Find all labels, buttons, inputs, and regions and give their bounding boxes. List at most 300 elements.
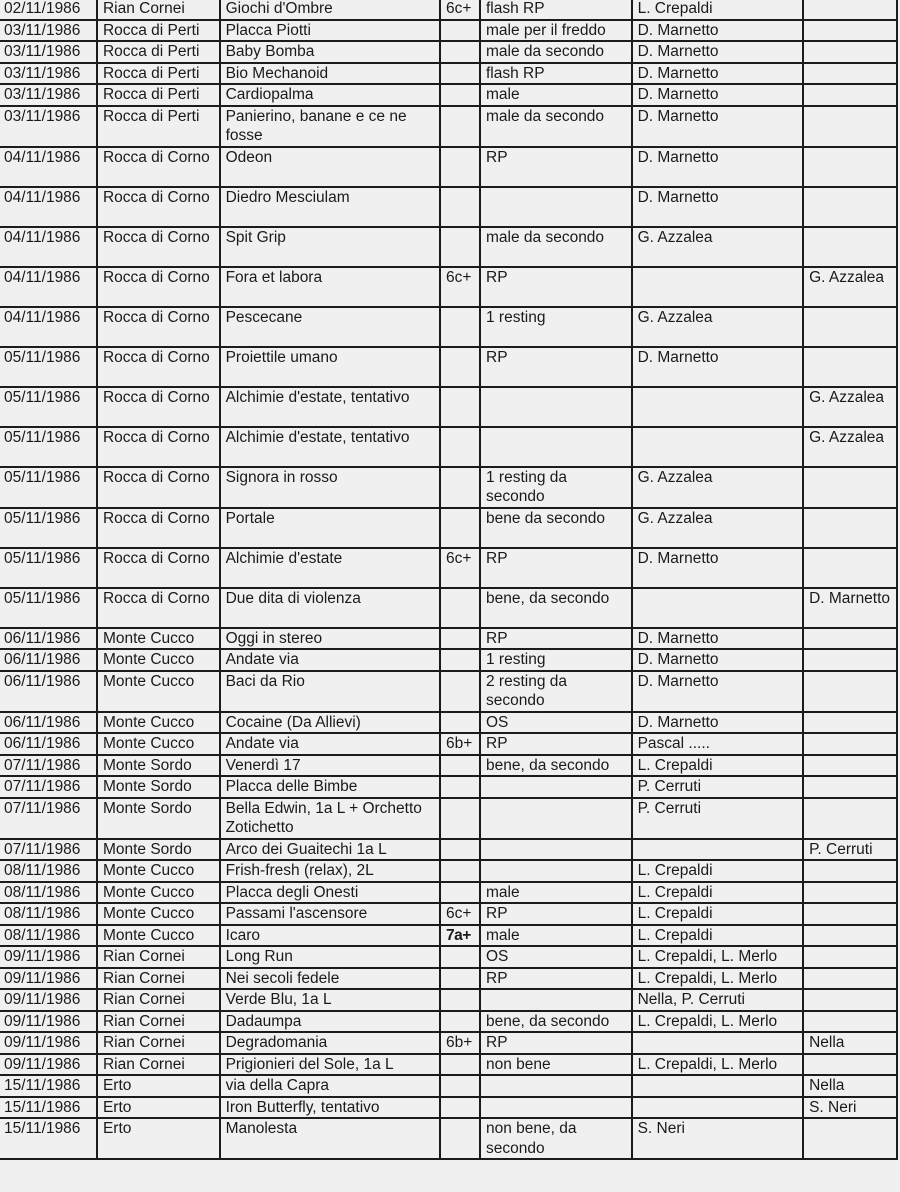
- belayer-cell: [803, 882, 897, 904]
- partner-cell: L. Crepaldi: [632, 925, 803, 947]
- date-cell: 05/11/1986: [0, 467, 97, 508]
- route-cell: Andate via: [220, 733, 440, 755]
- crag-cell: Monte Cucco: [97, 628, 220, 650]
- crag-cell: Rocca di Perti: [97, 41, 220, 63]
- ascent-style-cell: RP: [480, 733, 632, 755]
- grade-cell: [440, 755, 480, 777]
- date-cell: 08/11/1986: [0, 882, 97, 904]
- table-row: [0, 649, 897, 671]
- route-cell: Giochi d'Ombre: [220, 0, 440, 20]
- crag-cell: Monte Cucco: [97, 925, 220, 947]
- grade-cell: [440, 1075, 480, 1097]
- belayer-cell: [803, 798, 897, 839]
- table-row: [0, 227, 897, 267]
- crag-cell: Rian Cornei: [97, 1011, 220, 1033]
- route-cell: Placca degli Onesti: [220, 882, 440, 904]
- date-cell: 03/11/1986: [0, 106, 97, 147]
- route-cell: Diedro Mesciulam: [220, 187, 440, 227]
- ascent-style-cell: 2 resting da secondo: [480, 671, 632, 712]
- table-row: [0, 20, 897, 42]
- route-cell: Odeon: [220, 147, 440, 187]
- ascent-style-cell: male: [480, 882, 632, 904]
- route-cell: Alchimie d'estate, tentativo: [220, 387, 440, 427]
- ascent-style-cell: flash RP: [480, 0, 632, 20]
- route-cell: Iron Butterfly, tentativo: [220, 1097, 440, 1119]
- route-cell: Bio Mechanoid: [220, 63, 440, 85]
- grade-cell: [440, 387, 480, 427]
- grade-cell: [440, 1118, 480, 1159]
- partner-cell: G. Azzalea: [632, 227, 803, 267]
- belayer-cell: [803, 106, 897, 147]
- ascent-style-cell: RP: [480, 147, 632, 187]
- table-row: [0, 628, 897, 650]
- route-cell: Dadaumpa: [220, 1011, 440, 1033]
- partner-cell: L. Crepaldi: [632, 882, 803, 904]
- date-cell: 09/11/1986: [0, 989, 97, 1011]
- date-cell: 05/11/1986: [0, 508, 97, 548]
- crag-cell: Monte Cucco: [97, 882, 220, 904]
- route-cell: Portale: [220, 508, 440, 548]
- ascent-style-cell: RP: [480, 548, 632, 588]
- crag-cell: Rocca di Perti: [97, 20, 220, 42]
- route-cell: Placca delle Bimbe: [220, 776, 440, 798]
- ascent-style-cell: flash RP: [480, 63, 632, 85]
- ascent-style-cell: male per il freddo: [480, 20, 632, 42]
- table-row: [0, 968, 897, 990]
- date-cell: 07/11/1986: [0, 798, 97, 839]
- ascent-style-cell: male: [480, 925, 632, 947]
- partner-cell: [632, 1032, 803, 1054]
- belayer-cell: [803, 63, 897, 85]
- partner-cell: D. Marnetto: [632, 671, 803, 712]
- date-cell: 04/11/1986: [0, 147, 97, 187]
- ascent-style-cell: RP: [480, 347, 632, 387]
- grade-cell: 7a+: [440, 925, 480, 947]
- crag-cell: Rian Cornei: [97, 968, 220, 990]
- partner-cell: L. Crepaldi, L. Merlo: [632, 946, 803, 968]
- table-row: [0, 467, 897, 508]
- crag-cell: Rocca di Corno: [97, 147, 220, 187]
- belayer-cell: [803, 227, 897, 267]
- date-cell: 06/11/1986: [0, 671, 97, 712]
- grade-cell: [440, 968, 480, 990]
- ascent-style-cell: male da secondo: [480, 106, 632, 147]
- date-cell: 02/11/1986: [0, 0, 97, 20]
- belayer-cell: [803, 147, 897, 187]
- route-cell: Icaro: [220, 925, 440, 947]
- belayer-cell: Nella: [803, 1032, 897, 1054]
- grade-cell: 6c+: [440, 903, 480, 925]
- route-cell: Spit Grip: [220, 227, 440, 267]
- grade-cell: [440, 649, 480, 671]
- table-row: [0, 63, 897, 85]
- partner-cell: [632, 588, 803, 628]
- belayer-cell: [803, 712, 897, 734]
- crag-cell: Rocca di Corno: [97, 387, 220, 427]
- ascent-style-cell: bene, da secondo: [480, 755, 632, 777]
- table-row: [0, 839, 897, 861]
- partner-cell: D. Marnetto: [632, 347, 803, 387]
- partner-cell: D. Marnetto: [632, 187, 803, 227]
- partner-cell: P. Cerruti: [632, 798, 803, 839]
- belayer-cell: [803, 187, 897, 227]
- partner-cell: L. Crepaldi: [632, 860, 803, 882]
- ascent-style-cell: 1 resting: [480, 307, 632, 347]
- crag-cell: Rocca di Corno: [97, 467, 220, 508]
- date-cell: 06/11/1986: [0, 733, 97, 755]
- date-cell: 08/11/1986: [0, 903, 97, 925]
- route-cell: Manolesta: [220, 1118, 440, 1159]
- crag-cell: Rocca di Perti: [97, 106, 220, 147]
- ascent-style-cell: RP: [480, 968, 632, 990]
- crag-cell: Rocca di Corno: [97, 548, 220, 588]
- route-cell: Passami l'ascensore: [220, 903, 440, 925]
- crag-cell: Monte Sordo: [97, 798, 220, 839]
- table-row: [0, 776, 897, 798]
- route-cell: Proiettile umano: [220, 347, 440, 387]
- date-cell: 07/11/1986: [0, 839, 97, 861]
- partner-cell: [632, 1097, 803, 1119]
- route-cell: Pescecane: [220, 307, 440, 347]
- table-row: [0, 671, 897, 712]
- crag-cell: Monte Sordo: [97, 776, 220, 798]
- date-cell: 09/11/1986: [0, 968, 97, 990]
- ascent-style-cell: RP: [480, 903, 632, 925]
- date-cell: 07/11/1986: [0, 776, 97, 798]
- belayer-cell: P. Cerruti: [803, 839, 897, 861]
- partner-cell: D. Marnetto: [632, 20, 803, 42]
- grade-cell: [440, 860, 480, 882]
- partner-cell: D. Marnetto: [632, 649, 803, 671]
- date-cell: 04/11/1986: [0, 227, 97, 267]
- ascent-style-cell: [480, 989, 632, 1011]
- grade-cell: [440, 839, 480, 861]
- route-cell: Long Run: [220, 946, 440, 968]
- route-cell: Frish-fresh (relax), 2L: [220, 860, 440, 882]
- table-row: [0, 84, 897, 106]
- route-cell: Alchimie d'estate: [220, 548, 440, 588]
- date-cell: 09/11/1986: [0, 1054, 97, 1076]
- ascent-style-cell: RP: [480, 267, 632, 307]
- grade-cell: 6c+: [440, 0, 480, 20]
- grade-cell: [440, 1097, 480, 1119]
- route-cell: Cardiopalma: [220, 84, 440, 106]
- belayer-cell: G. Azzalea: [803, 387, 897, 427]
- partner-cell: G. Azzalea: [632, 508, 803, 548]
- crag-cell: Rian Cornei: [97, 0, 220, 20]
- grade-cell: [440, 227, 480, 267]
- ascent-style-cell: OS: [480, 946, 632, 968]
- date-cell: 08/11/1986: [0, 860, 97, 882]
- grade-cell: [440, 106, 480, 147]
- crag-cell: Monte Sordo: [97, 839, 220, 861]
- grade-cell: [440, 946, 480, 968]
- crag-cell: Rian Cornei: [97, 946, 220, 968]
- crag-cell: Erto: [97, 1075, 220, 1097]
- table-row: [0, 307, 897, 347]
- date-cell: 06/11/1986: [0, 712, 97, 734]
- belayer-cell: [803, 755, 897, 777]
- partner-cell: D. Marnetto: [632, 548, 803, 588]
- belayer-cell: G. Azzalea: [803, 267, 897, 307]
- grade-cell: [440, 347, 480, 387]
- crag-cell: Rian Cornei: [97, 989, 220, 1011]
- belayer-cell: [803, 1054, 897, 1076]
- ascent-style-cell: [480, 1097, 632, 1119]
- partner-cell: S. Neri: [632, 1118, 803, 1159]
- crag-cell: Rocca di Corno: [97, 227, 220, 267]
- belayer-cell: G. Azzalea: [803, 427, 897, 467]
- grade-cell: [440, 307, 480, 347]
- belayer-cell: [803, 307, 897, 347]
- table-row: [0, 946, 897, 968]
- belayer-cell: [803, 1118, 897, 1159]
- partner-cell: P. Cerruti: [632, 776, 803, 798]
- ascent-style-cell: 1 resting: [480, 649, 632, 671]
- crag-cell: Rocca di Perti: [97, 84, 220, 106]
- grade-cell: [440, 882, 480, 904]
- crag-cell: Rocca di Corno: [97, 307, 220, 347]
- date-cell: 03/11/1986: [0, 41, 97, 63]
- belayer-cell: [803, 946, 897, 968]
- crag-cell: Monte Cucco: [97, 733, 220, 755]
- date-cell: 05/11/1986: [0, 427, 97, 467]
- crag-cell: Rocca di Corno: [97, 427, 220, 467]
- partner-cell: D. Marnetto: [632, 41, 803, 63]
- grade-cell: [440, 776, 480, 798]
- belayer-cell: [803, 20, 897, 42]
- grade-cell: 6b+: [440, 733, 480, 755]
- route-cell: Panierino, banane e ce ne fosse: [220, 106, 440, 147]
- partner-cell: [632, 387, 803, 427]
- crag-cell: Rocca di Corno: [97, 267, 220, 307]
- date-cell: 03/11/1986: [0, 63, 97, 85]
- ascent-style-cell: [480, 1075, 632, 1097]
- partner-cell: D. Marnetto: [632, 628, 803, 650]
- crag-cell: Rian Cornei: [97, 1054, 220, 1076]
- belayer-cell: [803, 41, 897, 63]
- table-row: [0, 882, 897, 904]
- date-cell: 04/11/1986: [0, 267, 97, 307]
- grade-cell: [440, 63, 480, 85]
- ascent-style-cell: [480, 860, 632, 882]
- partner-cell: [632, 1075, 803, 1097]
- crag-cell: Erto: [97, 1118, 220, 1159]
- ascent-style-cell: male da secondo: [480, 227, 632, 267]
- table-row: [0, 1118, 897, 1159]
- route-cell: Bella Edwin, 1a L + Orchetto Zotichetto: [220, 798, 440, 839]
- belayer-cell: S. Neri: [803, 1097, 897, 1119]
- date-cell: 03/11/1986: [0, 20, 97, 42]
- grade-cell: [440, 41, 480, 63]
- table-row: [0, 712, 897, 734]
- belayer-cell: [803, 776, 897, 798]
- crag-cell: Rocca di Corno: [97, 347, 220, 387]
- ascent-style-cell: bene, da secondo: [480, 1011, 632, 1033]
- belayer-cell: [803, 925, 897, 947]
- route-cell: Andate via: [220, 649, 440, 671]
- partner-cell: [632, 839, 803, 861]
- partner-cell: L. Crepaldi: [632, 0, 803, 20]
- date-cell: 05/11/1986: [0, 548, 97, 588]
- route-cell: Alchimie d'estate, tentativo: [220, 427, 440, 467]
- route-cell: via della Capra: [220, 1075, 440, 1097]
- date-cell: 15/11/1986: [0, 1075, 97, 1097]
- grade-cell: [440, 508, 480, 548]
- date-cell: 08/11/1986: [0, 925, 97, 947]
- table-row: [0, 187, 897, 227]
- crag-cell: Rocca di Perti: [97, 63, 220, 85]
- belayer-cell: [803, 1011, 897, 1033]
- partner-cell: G. Azzalea: [632, 467, 803, 508]
- table-row: [0, 267, 897, 307]
- route-cell: Cocaine (Da Allievi): [220, 712, 440, 734]
- belayer-cell: [803, 733, 897, 755]
- belayer-cell: [803, 347, 897, 387]
- table-row: [0, 733, 897, 755]
- route-cell: Oggi in stereo: [220, 628, 440, 650]
- route-cell: Baci da Rio: [220, 671, 440, 712]
- grade-cell: [440, 989, 480, 1011]
- ascent-style-cell: non bene: [480, 1054, 632, 1076]
- belayer-cell: [803, 671, 897, 712]
- grade-cell: [440, 427, 480, 467]
- ascent-style-cell: [480, 839, 632, 861]
- table-row: [0, 989, 897, 1011]
- grade-cell: [440, 712, 480, 734]
- ascent-style-cell: bene da secondo: [480, 508, 632, 548]
- grade-cell: [440, 671, 480, 712]
- table-row: [0, 347, 897, 387]
- table-row: [0, 1075, 897, 1097]
- crag-cell: Monte Cucco: [97, 712, 220, 734]
- partner-cell: G. Azzalea: [632, 307, 803, 347]
- ascent-style-cell: [480, 387, 632, 427]
- table-row: [0, 1032, 897, 1054]
- ascent-style-cell: [480, 427, 632, 467]
- belayer-cell: [803, 903, 897, 925]
- table-row: [0, 427, 897, 467]
- partner-cell: D. Marnetto: [632, 106, 803, 147]
- table-row: [0, 588, 897, 628]
- table-row: [0, 1097, 897, 1119]
- belayer-cell: [803, 467, 897, 508]
- ascent-style-cell: male: [480, 84, 632, 106]
- grade-cell: [440, 467, 480, 508]
- belayer-cell: D. Marnetto: [803, 588, 897, 628]
- table-row: [0, 147, 897, 187]
- table-row: [0, 903, 897, 925]
- partner-cell: D. Marnetto: [632, 63, 803, 85]
- belayer-cell: [803, 649, 897, 671]
- crag-cell: Monte Cucco: [97, 903, 220, 925]
- partner-cell: L. Crepaldi: [632, 755, 803, 777]
- date-cell: 15/11/1986: [0, 1097, 97, 1119]
- date-cell: 09/11/1986: [0, 1011, 97, 1033]
- table-row: [0, 860, 897, 882]
- partner-cell: D. Marnetto: [632, 712, 803, 734]
- date-cell: 04/11/1986: [0, 187, 97, 227]
- table-row: [0, 41, 897, 63]
- table-row: [0, 548, 897, 588]
- route-cell: Degradomania: [220, 1032, 440, 1054]
- grade-cell: [440, 1011, 480, 1033]
- ascent-style-cell: RP: [480, 1032, 632, 1054]
- partner-cell: L. Crepaldi, L. Merlo: [632, 1011, 803, 1033]
- partner-cell: Nella, P. Cerruti: [632, 989, 803, 1011]
- partner-cell: [632, 267, 803, 307]
- table-row: [0, 925, 897, 947]
- belayer-cell: [803, 0, 897, 20]
- table-row: [0, 1011, 897, 1033]
- table-row: [0, 755, 897, 777]
- belayer-cell: [803, 548, 897, 588]
- table-row: [0, 508, 897, 548]
- ascent-style-cell: 1 resting da secondo: [480, 467, 632, 508]
- ascent-style-cell: [480, 798, 632, 839]
- partner-cell: L. Crepaldi, L. Merlo: [632, 1054, 803, 1076]
- partner-cell: L. Crepaldi, L. Merlo: [632, 968, 803, 990]
- belayer-cell: [803, 968, 897, 990]
- route-cell: Signora in rosso: [220, 467, 440, 508]
- date-cell: 05/11/1986: [0, 347, 97, 387]
- date-cell: 06/11/1986: [0, 649, 97, 671]
- crag-cell: Monte Cucco: [97, 860, 220, 882]
- route-cell: Placca Piotti: [220, 20, 440, 42]
- partner-cell: [632, 427, 803, 467]
- grade-cell: 6c+: [440, 267, 480, 307]
- table-row: [0, 0, 897, 20]
- ascent-style-cell: [480, 187, 632, 227]
- route-cell: Verde Blu, 1a L: [220, 989, 440, 1011]
- grade-cell: [440, 187, 480, 227]
- belayer-cell: [803, 628, 897, 650]
- crag-cell: Monte Cucco: [97, 671, 220, 712]
- belayer-cell: Nella: [803, 1075, 897, 1097]
- partner-cell: Pascal .....: [632, 733, 803, 755]
- table-row: [0, 106, 897, 147]
- crag-cell: Erto: [97, 1097, 220, 1119]
- date-cell: 05/11/1986: [0, 588, 97, 628]
- route-cell: Prigionieri del Sole, 1a L: [220, 1054, 440, 1076]
- date-cell: 09/11/1986: [0, 1032, 97, 1054]
- grade-cell: [440, 84, 480, 106]
- date-cell: 03/11/1986: [0, 84, 97, 106]
- date-cell: 15/11/1986: [0, 1118, 97, 1159]
- route-cell: Arco dei Guaitechi 1a L: [220, 839, 440, 861]
- ascent-style-cell: male da secondo: [480, 41, 632, 63]
- belayer-cell: [803, 84, 897, 106]
- crag-cell: Rocca di Corno: [97, 187, 220, 227]
- route-cell: Due dita di violenza: [220, 588, 440, 628]
- ascent-style-cell: RP: [480, 628, 632, 650]
- crag-cell: Monte Sordo: [97, 755, 220, 777]
- belayer-cell: [803, 989, 897, 1011]
- partner-cell: D. Marnetto: [632, 84, 803, 106]
- date-cell: 09/11/1986: [0, 946, 97, 968]
- ascent-style-cell: bene, da secondo: [480, 588, 632, 628]
- ascent-style-cell: OS: [480, 712, 632, 734]
- grade-cell: 6c+: [440, 548, 480, 588]
- table-row: [0, 1054, 897, 1076]
- route-cell: Venerdì 17: [220, 755, 440, 777]
- grade-cell: [440, 1054, 480, 1076]
- date-cell: 07/11/1986: [0, 755, 97, 777]
- grade-cell: 6b+: [440, 1032, 480, 1054]
- date-cell: 05/11/1986: [0, 387, 97, 427]
- route-cell: Fora et labora: [220, 267, 440, 307]
- date-cell: 04/11/1986: [0, 307, 97, 347]
